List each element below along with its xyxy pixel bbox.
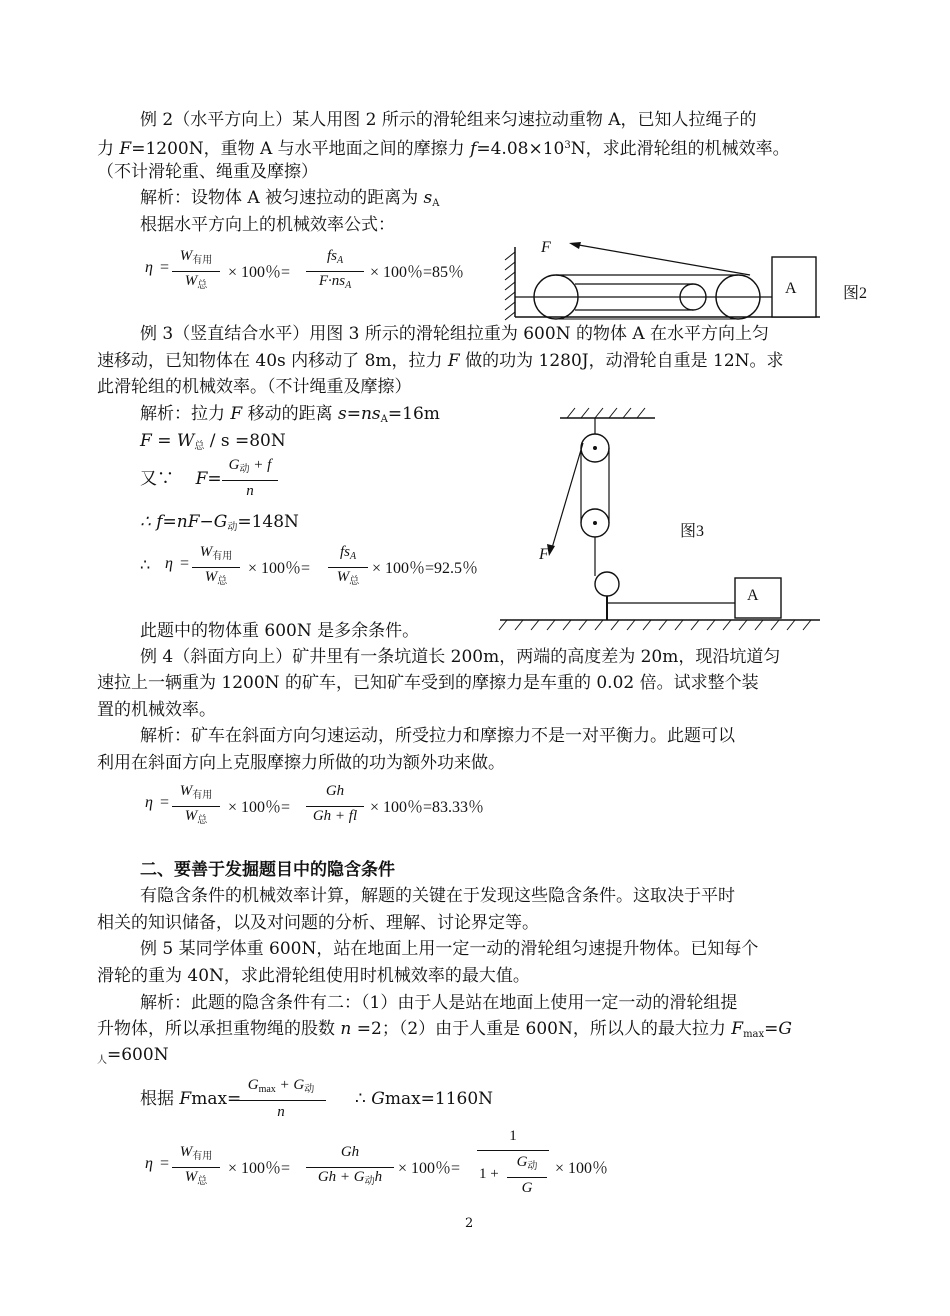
ex5-solution-line2: 升物体，所以承担重物绳的股数 n =2；（2）由于人重是 600N，所以人的最大拉力 $F_{max}=G$ bbox=[97, 1019, 793, 1040]
ex5-line1: 例 5 某同学体重 600N，站在地面上用一定一动的滑轮组匀速提升物体。已知每个 bbox=[140, 939, 759, 959]
ex4-solution-line1: 解析：矿车在斜面方向匀速运动，所受拉力和摩擦力不是一对平衡力。此题可以 bbox=[140, 726, 735, 746]
ex5-solution-line3: $_人$=600N bbox=[97, 1045, 169, 1066]
ex3-solution-line4: ∴ $f=nF-G_动=148N$ bbox=[140, 512, 299, 533]
figure-3-caption: 图3 bbox=[680, 523, 705, 540]
figure-3-diagram bbox=[495, 398, 825, 633]
figure-3-block-label: A bbox=[747, 587, 759, 604]
ex4-line1: 例 4（斜面方向上）矿井里有一条坑道长 200m，两端的高度差为 20m，现沿坑道匀 bbox=[140, 647, 781, 667]
section-2-heading: 二、要善于发掘题目中的隐含条件 bbox=[140, 860, 395, 880]
ex4-line3: 置的机械效率。 bbox=[97, 700, 216, 720]
ex4-solution-line2: 利用在斜面方向上克服摩擦力所做的功为额外功来做。 bbox=[97, 753, 505, 773]
ex2-line3: （不计滑轮重、绳重及摩擦） bbox=[97, 162, 318, 182]
page-number: 2 bbox=[465, 1216, 474, 1231]
ex3-solution-line2: $F = W_总 / s =80N$ bbox=[140, 431, 286, 452]
figure-3-force-label: F bbox=[539, 546, 549, 563]
ex3-line3: 此滑轮组的机械效率。（不计绳重及摩擦） bbox=[97, 377, 412, 397]
section-2-para-line2: 相关的知识储备，以及对问题的分析、理解、讨论界定等。 bbox=[97, 913, 539, 933]
ex2-line2: 力 F=1200N，重物 A 与水平地面之间的摩擦力 $f=4.08\times 10^3N$，求此滑轮组的机械效率。 bbox=[97, 139, 790, 159]
ex5-basis-line: 根据 Fmax= bbox=[140, 1089, 242, 1109]
ex2-line1: 例 2（水平方向上）某人用图 2 所示的滑轮组来匀速拉动重物 A，已知人拉绳子的 bbox=[140, 110, 757, 130]
figure-2-force-label: F bbox=[541, 239, 551, 256]
section-2-para-line1: 有隐含条件的机械效率计算，解题的关键在于发现这些隐含条件。这取决于平时 bbox=[140, 886, 735, 906]
ex3-solution-line3: 又∵ F= bbox=[140, 469, 222, 489]
ex3-line2: 速移动，已知物体在 40s 内移动了 8m，拉力 F 做的功为 1280J，动滑轮自重是 12N。求 bbox=[97, 351, 784, 371]
ex5-gmax-result: ∴ Gmax=1160N bbox=[355, 1089, 494, 1109]
ex3-line1: 例 3（竖直结合水平）用图 3 所示的滑轮组拉重为 600N 的物体 A 在水平方向上匀 bbox=[140, 324, 770, 344]
ex3-solution-line1: 解析：拉力 F 移动的距离 $s=ns_A=16m$ bbox=[140, 404, 440, 425]
figure-2-block-label: A bbox=[785, 280, 797, 297]
ex3-note: 此题中的物体重 600N 是多余条件。 bbox=[140, 621, 420, 641]
ex5-solution-line1: 解析：此题的隐含条件有二：（1）由于人是站在地面上使用一定一动的滑轮组提 bbox=[140, 993, 738, 1013]
ex2-solution-line1: 解析：设物体 A 被匀速拉动的距离为 $s_A$ bbox=[140, 188, 440, 209]
figure-2-caption: 图2 bbox=[843, 285, 868, 302]
ex5-line2: 滑轮的重为 40N，求此滑轮组使用时机械效率的最大值。 bbox=[97, 966, 530, 986]
ex2-solution-line2: 根据水平方向上的机械效率公式： bbox=[140, 215, 395, 235]
ex4-line2: 速拉上一辆重为 1200N 的矿车，已知矿车受到的摩擦力是车重的 0.02 倍。试求整个装 bbox=[97, 673, 759, 693]
